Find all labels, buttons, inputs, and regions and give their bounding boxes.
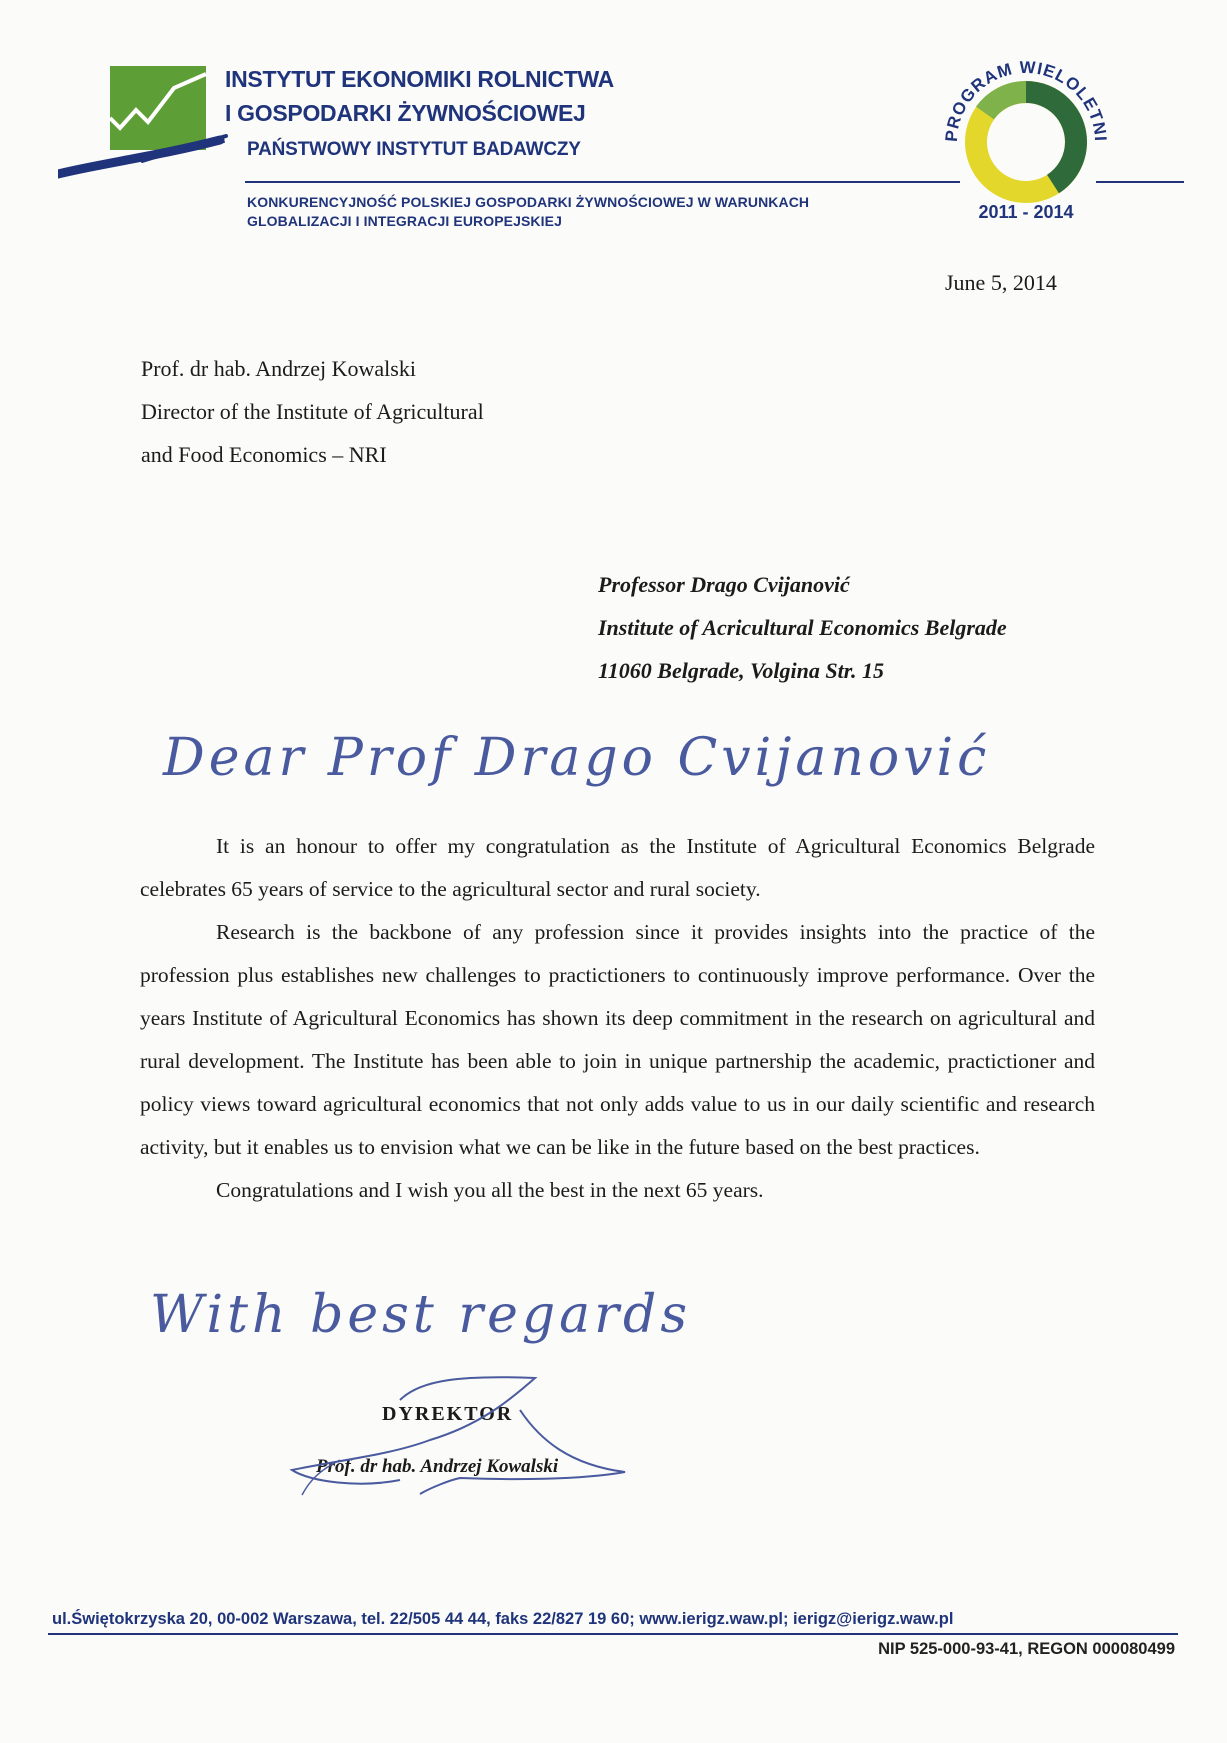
body-paragraph-1: It is an honour to offer my congratulation as the Institute of Agricultural Economics Belgrade celebrates 65 years of service to the agricultural sector and rural society. bbox=[140, 834, 1095, 901]
badge-years: 2011 - 2014 bbox=[978, 202, 1074, 222]
footer-divider bbox=[48, 1633, 1178, 1635]
recipient-institute: Institute of Acricultural Economics Belgrade bbox=[598, 615, 1007, 640]
badge-arc-text: PROGRAM WIELOLETNI bbox=[941, 57, 1111, 143]
institute-logo bbox=[58, 66, 228, 186]
program-badge bbox=[933, 50, 1123, 230]
footer-contact: ul.Świętokrzyska 20, 00-002 Warszawa, tel. 22/505 44 44, faks 22/827 19 60; www.ierigz.waw.pl; ierigz@ierigz.waw.pl bbox=[52, 1610, 954, 1628]
recipient-name: Professor Drago Cvijanović bbox=[598, 572, 850, 597]
header-divider bbox=[245, 181, 960, 183]
letter-body bbox=[140, 825, 1095, 1212]
handwritten-closing: With best regards bbox=[150, 1285, 692, 1345]
handwritten-signature bbox=[280, 1370, 660, 1500]
body-paragraph-2: Research is the backbone of any profession since it provides insights into the practice of the profession plus establishes new challenges to practictioners to continuously improve performance. Over the years Institute of Agricultural Economics has shown its deep commitment in the research on agricultural and rural development. The Institute has been able to join in unique partnership the academic, practictioner and policy views toward agricultural economics that not only adds value to us in our daily scientific and research activity, but it enables us to envision what we can be like in the future based on the best practices. bbox=[140, 920, 1095, 1159]
sender-title-line1: Director of the Institute of Agricultural bbox=[141, 399, 484, 424]
sender-name: Prof. dr hab. Andrzej Kowalski bbox=[141, 356, 416, 381]
footer-registration: NIP 525-000-93-41, REGON 000080499 bbox=[878, 1640, 1175, 1658]
signatory-name: Prof. dr hab. Andrzej Kowalski bbox=[316, 1456, 559, 1477]
project-title-line1: KONKURENCYJNOŚĆ POLSKIEJ GOSPODARKI ŻYWNOŚCIOWEJ W WARUNKACH bbox=[247, 194, 810, 210]
recipient-address: 11060 Belgrade, Volgina Str. 15 bbox=[598, 658, 885, 683]
body-paragraph-3: Congratulations and I wish you all the best in the next 65 years. bbox=[216, 1178, 764, 1202]
sender-title-line2: and Food Economics – NRI bbox=[141, 442, 387, 467]
institute-name-line2: I GOSPODARKI ŻYWNOŚCIOWEJ bbox=[225, 100, 586, 126]
letter-date: June 5, 2014 bbox=[945, 270, 1057, 295]
signatory-title: DYREKTOR bbox=[382, 1403, 514, 1425]
institute-name-line3: PAŃSTWOWY INSTYTUT BADAWCZY bbox=[247, 139, 581, 160]
project-title-line2: GLOBALIZACJI I INTEGRACJI EUROPEJSKIEJ bbox=[247, 213, 562, 229]
handwritten-salutation: Dear Prof Drago Cvijanović bbox=[163, 728, 991, 788]
institute-name-line1: INSTYTUT EKONOMIKI ROLNICTWA bbox=[225, 66, 614, 92]
